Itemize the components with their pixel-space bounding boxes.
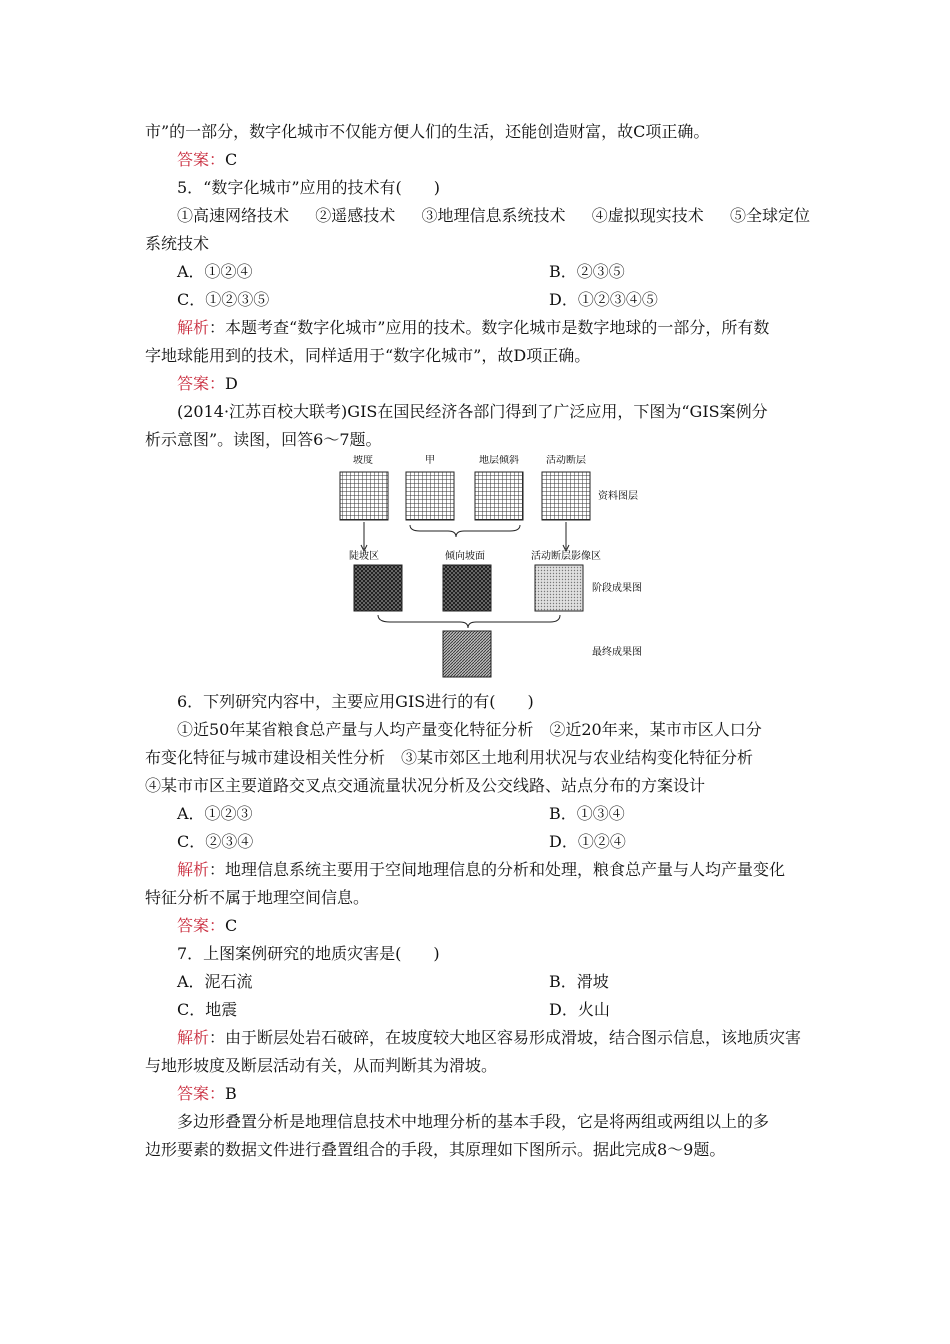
text-line: 市”的一部分，数字化城市不仅能方便人们的生活，还能创造财富，故C项正确。 (145, 122, 710, 141)
mid-label: 倾向坡面 (445, 551, 485, 562)
text-line: 特征分析不属于地理空间信息。 (145, 888, 370, 907)
option-a: A．①②④ (177, 262, 253, 281)
text-line: 字地球能用到的技术，同样适用于“数字化城市”，故D项正确。 (145, 346, 591, 365)
option-d: D．①②④ (549, 832, 626, 851)
answer-label: 答案： (177, 916, 226, 935)
result-steep-slope (354, 565, 402, 611)
grid-layer-fault (542, 472, 590, 520)
options-row (177, 828, 810, 856)
text-line: 析示意图”。读图，回答6～7题。 (145, 430, 382, 449)
explanation-text: ：由于断层处岩石破碎，在坡度较大地区容易形成滑坡，结合图示信息，该地质灾害 (209, 1028, 802, 1047)
option-b: B．滑坡 (549, 972, 609, 991)
options-row (177, 258, 810, 286)
item: ④虚拟现实技术 (591, 206, 704, 225)
answer-value: B (225, 1084, 237, 1103)
explanation-label: 解析 (177, 1028, 210, 1047)
answer-value: C (225, 150, 238, 169)
answer-value: C (225, 916, 238, 935)
brace (410, 525, 520, 537)
option-c: C．①②③⑤ (177, 290, 270, 309)
text-line: 系统技术 (145, 234, 210, 253)
option-a: A．泥石流 (177, 972, 253, 991)
paragraph-line: 多边形叠置分析是地理信息技术中地理分析的基本手段，它是将两组或两组以上的多 (177, 1112, 770, 1131)
option-c: C．地震 (177, 1000, 238, 1019)
top-label: 活动断层 (546, 455, 586, 466)
text-line: ④某市市区主要道路交叉点交通流量状况分析及公交线路、站点分布的方案设计 (145, 776, 706, 795)
grid-layer-a (406, 472, 454, 520)
question-5: 5．“数字化城市”应用的技术有( ) (177, 178, 441, 197)
text-line: ①近50年某省粮食总产量与人均产量变化特征分析 ②近20年来，某市市区人口分 (177, 720, 762, 739)
mid-label: 活动断层影像区 (531, 551, 601, 562)
brace (378, 615, 560, 628)
mid-label: 陡坡区 (349, 551, 379, 562)
grid-layer-strata (475, 472, 523, 520)
options-row (177, 968, 810, 996)
answer-value: D (225, 374, 238, 393)
answer-line (177, 370, 238, 398)
top-label: 地层倾斜 (479, 455, 519, 466)
answer-line (177, 912, 237, 940)
options-row (177, 286, 810, 314)
explanation-line (177, 1024, 801, 1052)
options-row (177, 996, 810, 1024)
text-line: 与地形坡度及断层活动有关，从而判断其为滑坡。 (145, 1056, 498, 1075)
item: ③地理信息系统技术 (421, 206, 566, 225)
item: ②遥感技术 (315, 206, 396, 225)
option-a: A．①②③ (177, 804, 253, 823)
option-d: D．①②③④⑤ (549, 290, 658, 309)
explanation-text: ：本题考查“数字化城市”应用的技术。数字化城市是数字地球的一部分，所有数 (209, 318, 770, 337)
result-fault-zone (535, 565, 583, 611)
row-label: 最终成果图 (592, 647, 642, 658)
explanation-label: 解析 (177, 860, 210, 879)
option-c: C．②③④ (177, 832, 254, 851)
option-b: B．①③④ (549, 804, 625, 823)
grid-layer-slope (340, 472, 388, 520)
text-line: 边形要素的数据文件进行叠置组合的手段，其原理如下图所示。据此完成8～9题。 (145, 1140, 726, 1159)
item: ①高速网络技术 (177, 206, 290, 225)
option-b: B．②③⑤ (549, 262, 625, 281)
final-result (443, 631, 491, 677)
row-label: 阶段成果图 (592, 583, 642, 594)
question-5-items (177, 202, 810, 230)
option-d: D．火山 (549, 1000, 610, 1019)
explanation-text: ：地理信息系统主要用于空间地理信息的分析和处理，粮食总产量与人均产量变化 (209, 860, 786, 879)
intro-line: (2014·江苏百校大联考)GIS在国民经济各部门得到了广泛应用，下图为“GIS案例分 (177, 402, 768, 421)
top-label: 甲 (425, 455, 435, 466)
answer-label: 答案： (177, 374, 226, 393)
result-dip-slope (443, 565, 491, 611)
top-label: 坡度 (353, 455, 373, 466)
explanation-line (177, 856, 785, 884)
question-7: 7．上图案例研究的地质灾害是( ) (177, 944, 440, 963)
explanation-line (177, 314, 769, 342)
question-6: 6．下列研究内容中，主要应用GIS进行的有( ) (177, 692, 534, 711)
gis-case-figure (330, 455, 690, 685)
row-label: 资料图层 (598, 491, 638, 502)
item: ⑤全球定位 (729, 206, 810, 225)
answer-label: 答案： (177, 1084, 226, 1103)
text-line: 布变化特征与城市建设相关性分析 ③某市郊区土地利用状况与农业结构变化特征分析 (145, 748, 754, 767)
answer-line (177, 1080, 237, 1108)
answer-label: 答案： (177, 150, 226, 169)
answer-line (177, 146, 237, 174)
explanation-label: 解析 (177, 318, 210, 337)
options-row (177, 800, 810, 828)
